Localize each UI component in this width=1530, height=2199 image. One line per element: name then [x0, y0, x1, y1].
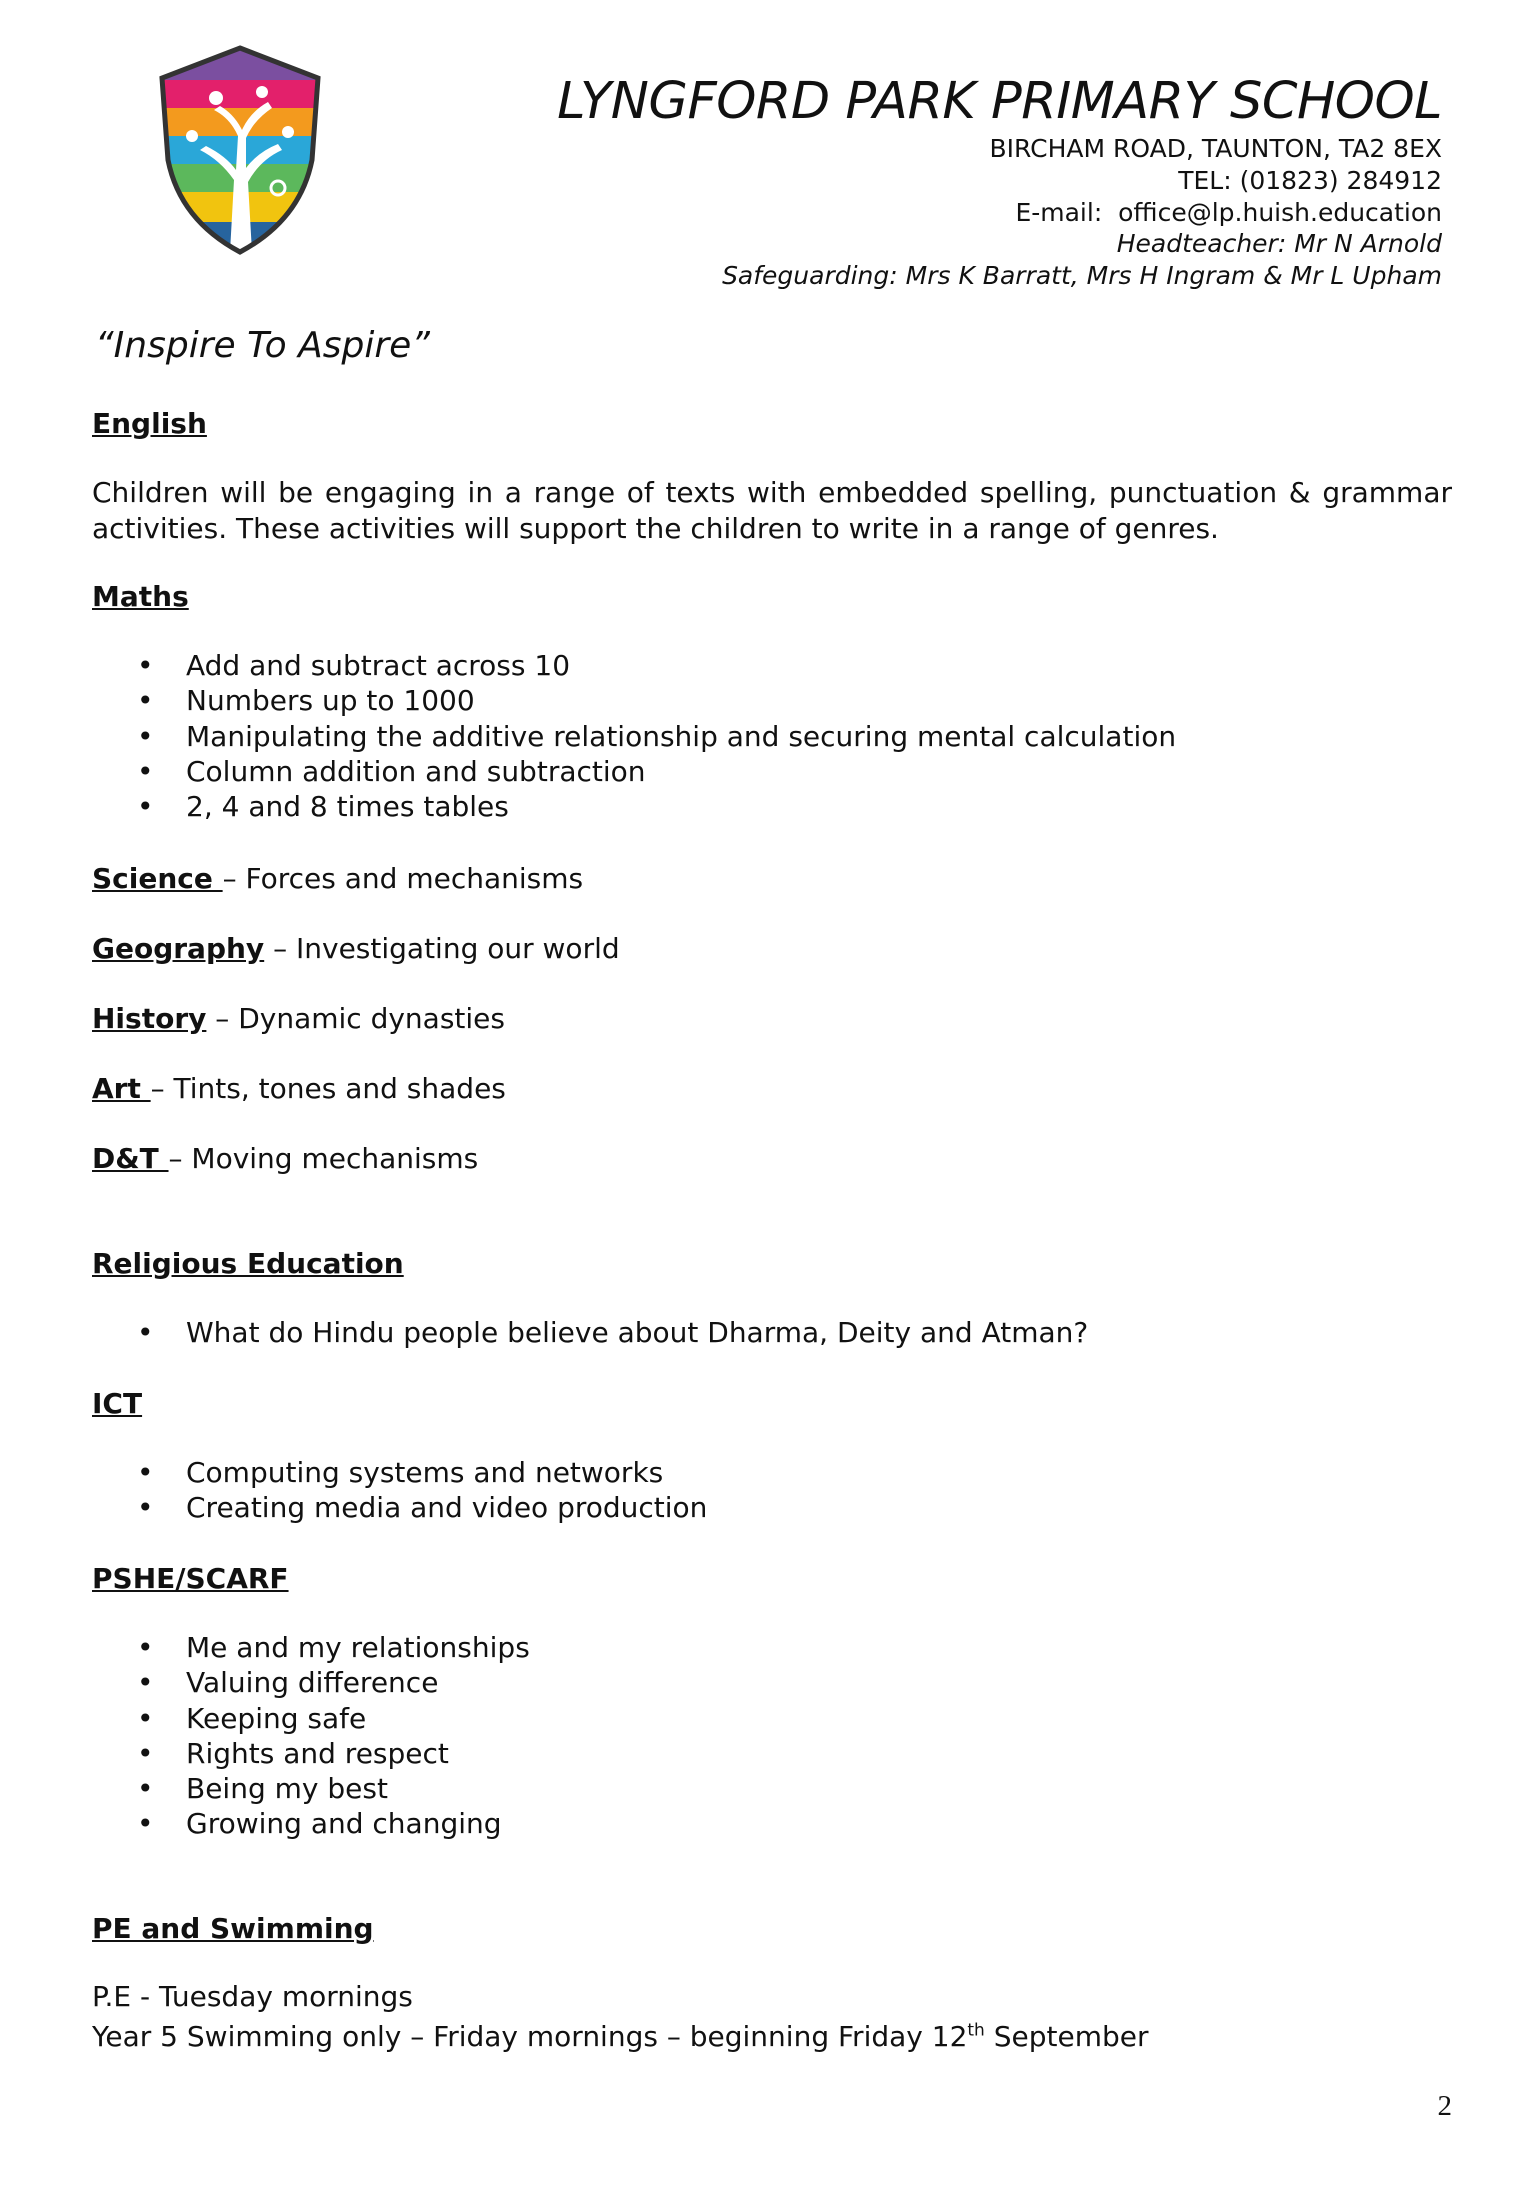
english-text: Children will be engaging in a range of texts with embedded spelling, punctuation & grammar activities. These activities will support the children to write in a range of genres. — [92, 476, 1452, 545]
date-ordinal: th — [967, 2020, 985, 2041]
art-text: – Tints, tones and shades — [150, 1072, 506, 1105]
dt-label: D&T — [92, 1142, 169, 1175]
page-number: 2 — [1437, 2090, 1452, 2122]
swimming-text: Year 5 Swimming only – Friday mornings – beginning Friday 12 — [92, 2020, 968, 2053]
school-motto: “Inspire To Aspire” — [95, 325, 430, 366]
swimming-month: September — [984, 2020, 1149, 2053]
science-line — [92, 862, 583, 895]
dt-line — [92, 1142, 478, 1175]
list-item: • Keeping safe — [92, 1701, 530, 1736]
pshe-heading: PSHE/SCARF — [92, 1562, 289, 1595]
science-label: Science — [92, 862, 223, 895]
geography-label: Geography — [92, 932, 265, 965]
school-telephone: TEL: (01823) 284912 — [1178, 166, 1442, 195]
art-line — [92, 1072, 506, 1105]
list-item: • Manipulating the additive relationship and securing mental calculation — [92, 719, 1176, 754]
list-item: • What do Hindu people believe about Dharma, Deity and Atman? — [92, 1315, 1088, 1350]
pe-heading: PE and Swimming — [92, 1912, 374, 1945]
dt-text: – Moving mechanisms — [168, 1142, 479, 1175]
list-item: • Rights and respect — [92, 1736, 530, 1771]
list-item: • Creating media and video production — [92, 1490, 707, 1525]
english-heading: English — [92, 407, 207, 440]
maths-list — [92, 648, 1176, 824]
re-list — [92, 1315, 1088, 1350]
science-text: – Forces and mechanisms — [222, 862, 584, 895]
swimming-schedule — [92, 2020, 1149, 2053]
safeguarding-line: Safeguarding: Mrs K Barratt, Mrs H Ingram & Mr L Upham — [722, 261, 1442, 290]
list-item: • Add and subtract across 10 — [92, 648, 1176, 683]
history-text: – Dynamic dynasties — [206, 1002, 505, 1035]
pe-schedule: P.E - Tuesday mornings — [92, 1980, 413, 2013]
list-item: • Being my best — [92, 1771, 530, 1806]
list-item: • Growing and changing — [92, 1806, 530, 1841]
list-item: • Computing systems and networks — [92, 1455, 707, 1490]
school-email: E-mail: office@lp.huish.education — [1015, 198, 1442, 227]
maths-heading: Maths — [92, 580, 189, 613]
geography-line — [92, 932, 620, 965]
list-item: • Valuing difference — [92, 1665, 530, 1700]
art-label: Art — [92, 1072, 151, 1105]
school-address: BIRCHAM ROAD, TAUNTON, TA2 8EX — [989, 134, 1442, 163]
list-item: • Me and my relationships — [92, 1630, 530, 1665]
list-item: • Column addition and subtraction — [92, 754, 1176, 789]
ict-list — [92, 1455, 707, 1526]
pshe-list — [92, 1630, 530, 1842]
re-heading: Religious Education — [92, 1247, 404, 1280]
ict-heading: ICT — [92, 1387, 143, 1420]
headteacher-line: Headteacher: Mr N Arnold — [1116, 229, 1442, 258]
history-label: History — [92, 1002, 207, 1035]
list-item: • Numbers up to 1000 — [92, 683, 1176, 718]
school-name: LYNGFORD PARK PRIMARY SCHOOL — [557, 72, 1442, 131]
list-item: • 2, 4 and 8 times tables — [92, 789, 1176, 824]
history-line — [92, 1002, 505, 1035]
school-crest-logo — [150, 40, 330, 260]
geography-text: – Investigating our world — [264, 932, 620, 965]
